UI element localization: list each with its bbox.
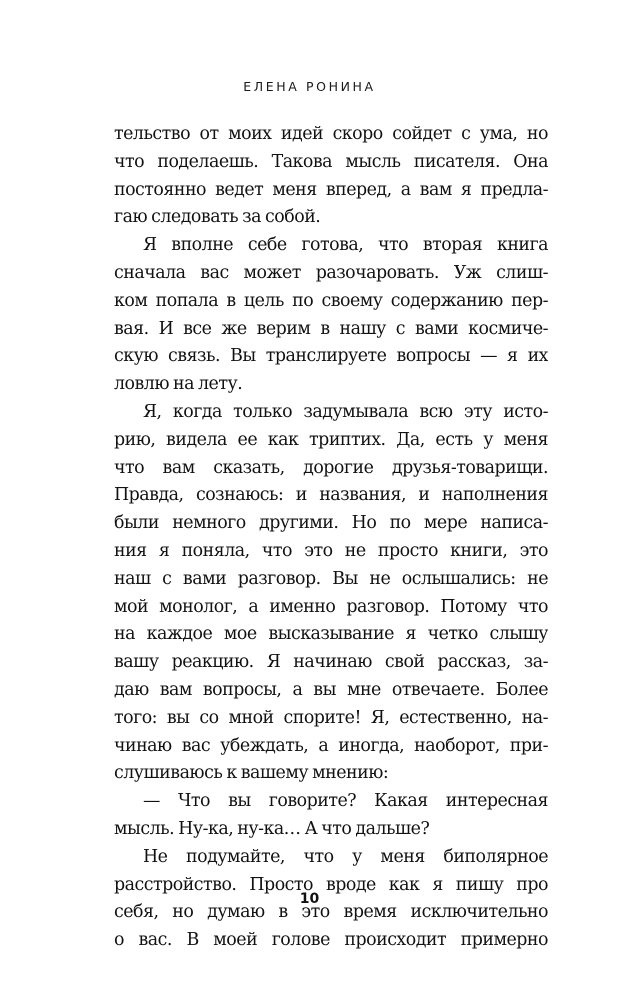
text-line: мысль. Ну-ка, ну-ка… А что дальше? bbox=[114, 818, 430, 839]
text-line: того: вы со мной спорите! Я, естественно, на- bbox=[114, 707, 548, 728]
text-line: Не подумайте, что у меня биполярное bbox=[143, 846, 548, 867]
text-line: на каждое мое высказывание я четко слышу bbox=[114, 624, 548, 645]
text-line: расстройство. Просто вроде как я пишу про bbox=[114, 874, 548, 895]
text-line: тельство от моих идей скоро сойдет с ума, но bbox=[114, 124, 548, 144]
text-line: о вас. В моей голове происходит примерно bbox=[114, 930, 548, 951]
text-line: Я вполне себе готова, что вторая книга bbox=[143, 235, 548, 256]
text-line: ловлю на лету. bbox=[114, 374, 243, 395]
text-line: гаю следовать за собой. bbox=[114, 207, 321, 228]
running-header-author: ЕЛЕНА РОНИНА bbox=[243, 79, 376, 94]
text-line: ком попала в цель по своему содержанию пер- bbox=[114, 290, 548, 311]
text-line: вашу реакцию. Я начинаю свой рассказ, за- bbox=[114, 652, 548, 673]
body-text bbox=[114, 121, 548, 955]
text-line: ния я поняла, что это не просто книги, это bbox=[114, 540, 548, 561]
text-line: чинаю вас убеждать, а иногда, наоборот, при- bbox=[114, 735, 548, 756]
text-line: постоянно ведет меня вперед, а вам я предла- bbox=[114, 179, 548, 200]
text-line: Правда, сознаюсь: и названия, и наполнения bbox=[114, 485, 548, 506]
text-line: себя, но думаю в это время исключительно bbox=[114, 902, 548, 923]
text-line: наш с вами разговор. Вы не ослышались: не bbox=[114, 568, 548, 589]
page-number: 10 bbox=[299, 891, 320, 907]
text-line: — Что вы говорите? Какая интересная bbox=[143, 791, 548, 812]
text-line: были немного другими. Но по мере написа- bbox=[114, 513, 548, 534]
text-line: даю вам вопросы, а вы мне отвечаете. Более bbox=[114, 679, 548, 700]
text-line: Я, когда только задумывала всю эту исто- bbox=[143, 401, 548, 422]
text-line: сначала вас может разочаровать. Уж слиш- bbox=[114, 262, 548, 283]
text-line: скую связь. Вы транслируете вопросы — я их bbox=[114, 346, 548, 367]
text-line: вая. И все же верим в нашу с вами космиче- bbox=[114, 318, 548, 339]
text-line: рию, видела ее как триптих. Да, есть у меня bbox=[114, 429, 548, 450]
text-line: слушиваюсь к вашему мнению: bbox=[114, 763, 389, 784]
text-line: что поделаешь. Такова мысль писателя. Она bbox=[114, 151, 548, 172]
text-line: мой монолог, а именно разговор. Потому что bbox=[114, 596, 548, 617]
text-line: что вам сказать, дорогие друзья-товарищи. bbox=[114, 457, 548, 478]
